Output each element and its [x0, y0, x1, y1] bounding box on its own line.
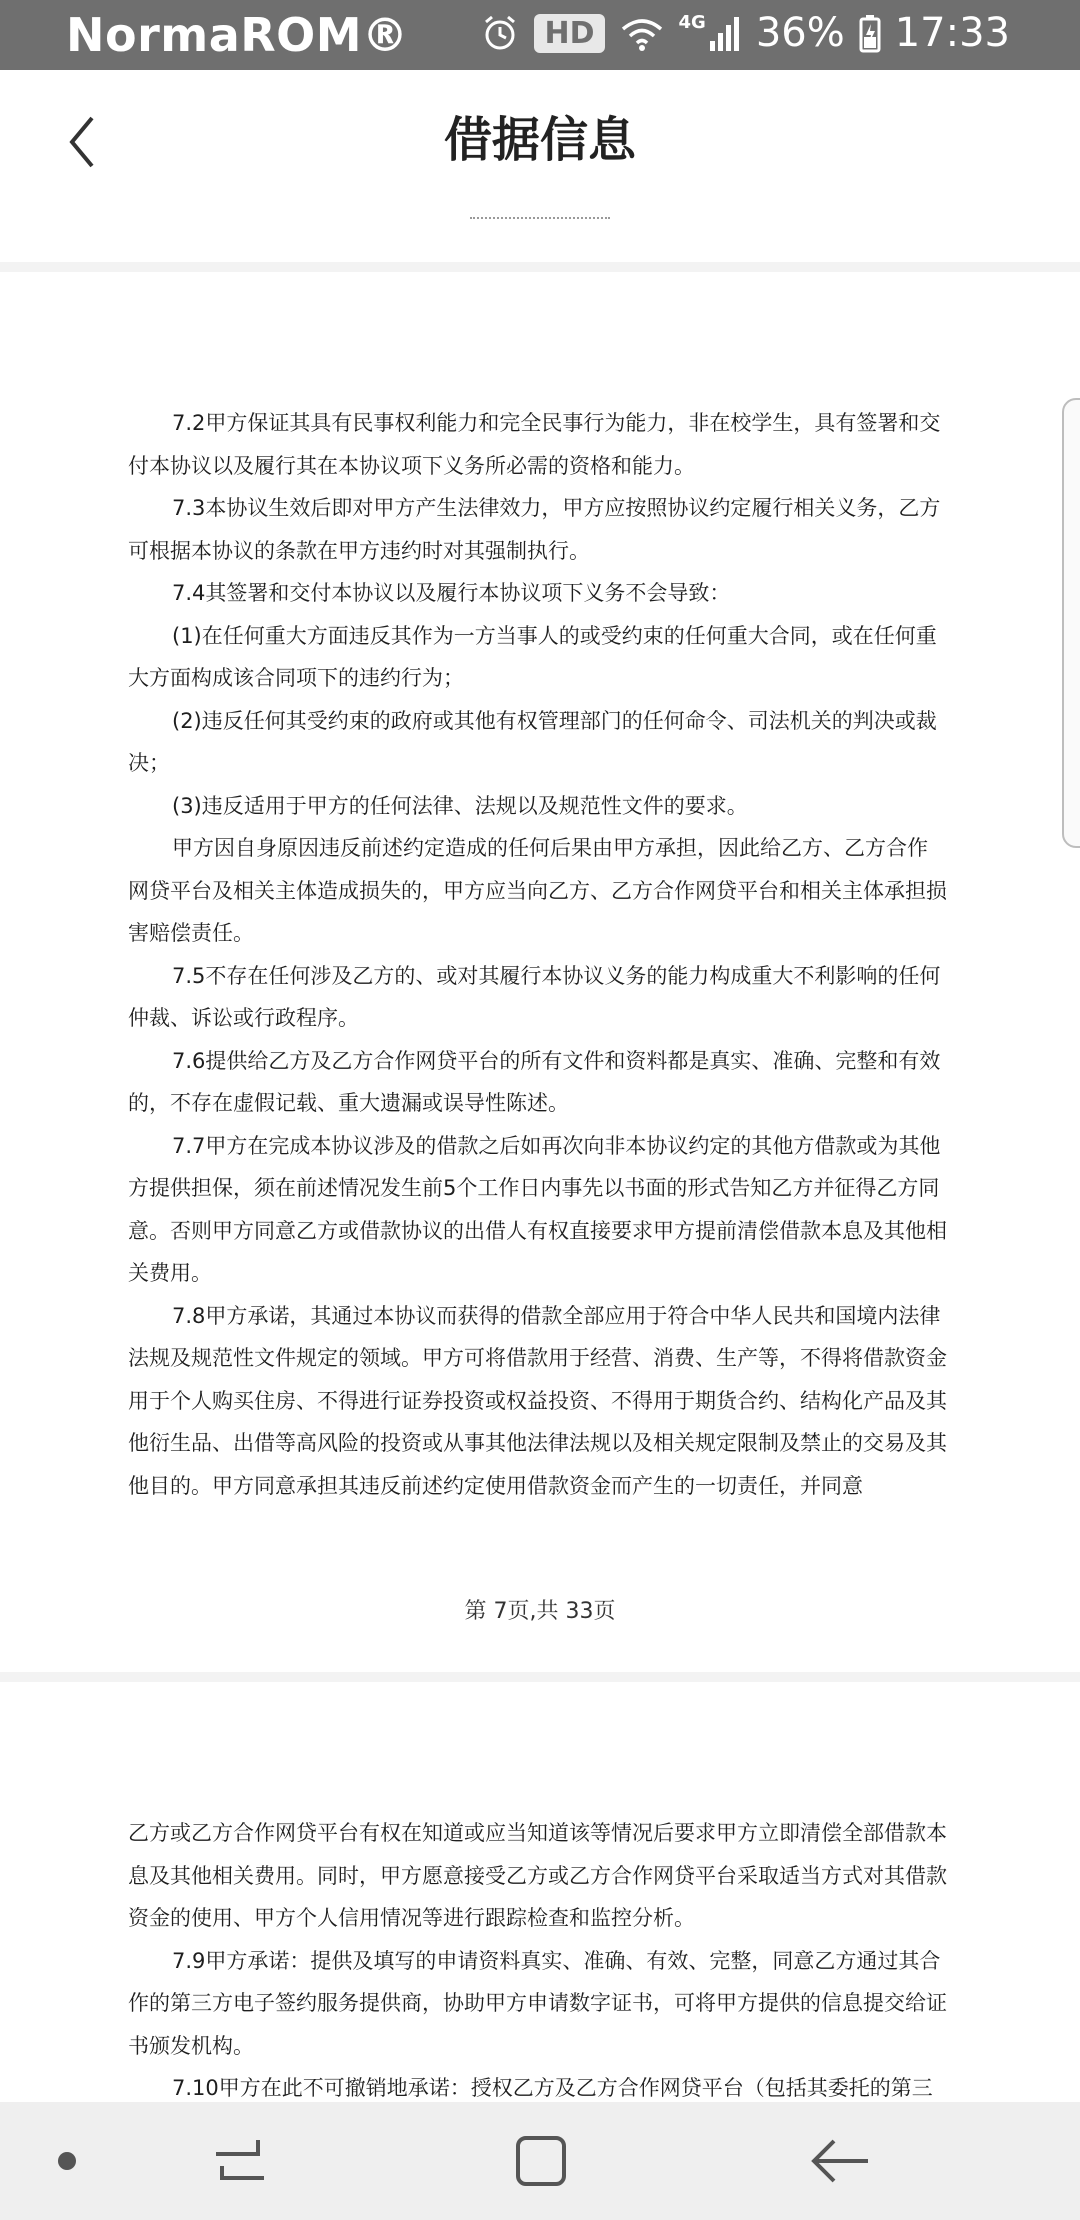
home-icon	[518, 2138, 564, 2184]
battery-charging-icon	[859, 13, 881, 53]
app-header	[0, 70, 1080, 211]
clause-7-9: 7.9甲方承诺：提供及填写的申请资料真实、准确、有效、完整，同意乙方通过其合作的第三方电子签约服务提供商，协助甲方申请数字证书，可将甲方提供的信息提交给证书颁发机构。	[128, 1948, 947, 2058]
document-page-7	[0, 272, 1080, 1672]
clause-7-4-item-2: (2)违反任何其受约束的政府或其他有权管理部门的任何命令、司法机关的判决或裁决；	[128, 708, 937, 775]
hd-badge: HD	[534, 14, 604, 53]
scroll-handle[interactable]	[1062, 398, 1080, 848]
signal-icon	[708, 13, 742, 53]
clause-7-8-continued: 乙方或乙方合作网贷平台有权在知道或应当知道该等情况后要求甲方立即清偿全部借款本息及其他相关费用。同时，甲方愿意接受乙方或乙方合作网贷平台采取适当方式对其借款资金的使用、甲方个人信用情况等进行跟踪检查和监控分析。	[128, 1821, 947, 1930]
document-page-8	[0, 1682, 1080, 2102]
navigation-bar	[0, 2102, 1080, 2220]
clause-7-3: 7.3本协议生效后即对甲方产生法律效力，甲方应按照协议约定履行相关义务，乙方可根据本协议的条款在甲方违约时对其强制执行。	[128, 496, 941, 563]
clock: 17:33	[894, 10, 1010, 56]
clause-7-4-liability: 甲方因自身原因违反前述约定造成的任何后果由甲方承担，因此给乙方、乙方合作网贷平台及相关主体造成损失的，甲方应当向乙方、乙方合作网贷平台和相关主体承担损害赔偿责任。	[128, 836, 947, 945]
status-icons	[480, 10, 1010, 56]
clause-7-6: 7.6提供给乙方及乙方合作网贷平台的所有文件和资料都是真实、准确、完整和有效的，不存在虚假记载、重大遗漏或误导性陈述。	[128, 1048, 941, 1115]
battery-percent: 36%	[755, 10, 845, 56]
system-back-button[interactable]	[806, 2126, 876, 2196]
previous-page-fragment	[0, 210, 1080, 226]
alarm-icon	[480, 13, 520, 53]
clause-7-4-item-1: (1)在任何重大方面违反其作为一方当事人的或受约束的任何重大合同，或在任何重大方面构成该合同项下的违约行为；	[128, 623, 937, 690]
status-bar	[0, 0, 1080, 70]
clause-7-4: 7.4其签署和交付本协议以及履行本协议项下义务不会导致：	[172, 581, 731, 605]
clause-7-7: 7.7甲方在完成本协议涉及的借款之后如再次向非本协议约定的其他方借款或为其他方提供担保，须在前述情况发生前5个工作日内事先以书面的形式告知乙方并征得乙方同意。否则甲方同意乙方或借款协议的出借人有权直接要求甲方提前清偿借款本息及其他相关费用。	[128, 1133, 947, 1285]
clause-7-4-item-3: (3)违反适用于甲方的任何法律、法规以及规范性文件的要求。	[172, 793, 748, 818]
page-title: 借据信息	[443, 112, 636, 168]
page-number-footer: 第 7页,共 33页	[464, 1599, 616, 1624]
previous-page-remnant	[0, 210, 1080, 262]
page-7-body	[128, 402, 948, 1507]
recent-apps-button[interactable]	[206, 2126, 276, 2196]
network-type: 4G	[678, 12, 706, 33]
nav-dot-indicator[interactable]	[58, 2152, 76, 2170]
home-button[interactable]	[506, 2126, 576, 2196]
clause-7-10: 7.10甲方在此不可撤销地承诺：授权乙方及乙方合作网贷平台（包括其委托的第三	[172, 2076, 933, 2100]
page-8-body	[128, 1812, 948, 2110]
back-icon	[814, 2141, 868, 2181]
carrier-name: NormaROM®	[66, 8, 409, 62]
wifi-icon	[619, 13, 665, 53]
clause-7-2: 7.2甲方保证其具有民事权利能力和完全民事行为能力，非在校学生，具有签署和交付本协议以及履行其在本协议项下义务所必需的资格和能力。	[128, 411, 941, 478]
clause-7-8: 7.8甲方承诺，其通过本协议而获得的借款全部应用于符合中华人民共和国境内法律法规及规范性文件规定的领域。甲方可将借款用于经营、消费、生产等，不得将借款资金用于个人购买住房、不得进行证券投资或权益投资、不得用于期货合约、结构化产品及其他衍生品、出借等高风险的投资或从事其他法律法规以及相关规定限制及禁止的交易及其他目的。甲方同意承担其违反前述约定使用借款资金而产生的一切责任，并同意	[128, 1303, 947, 1498]
recent-apps-icon	[216, 2140, 264, 2178]
clause-7-5: 7.5不存在任何涉及乙方的、或对其履行本协议义务的能力构成重大不利影响的任何仲裁、诉讼或行政程序。	[128, 963, 941, 1030]
